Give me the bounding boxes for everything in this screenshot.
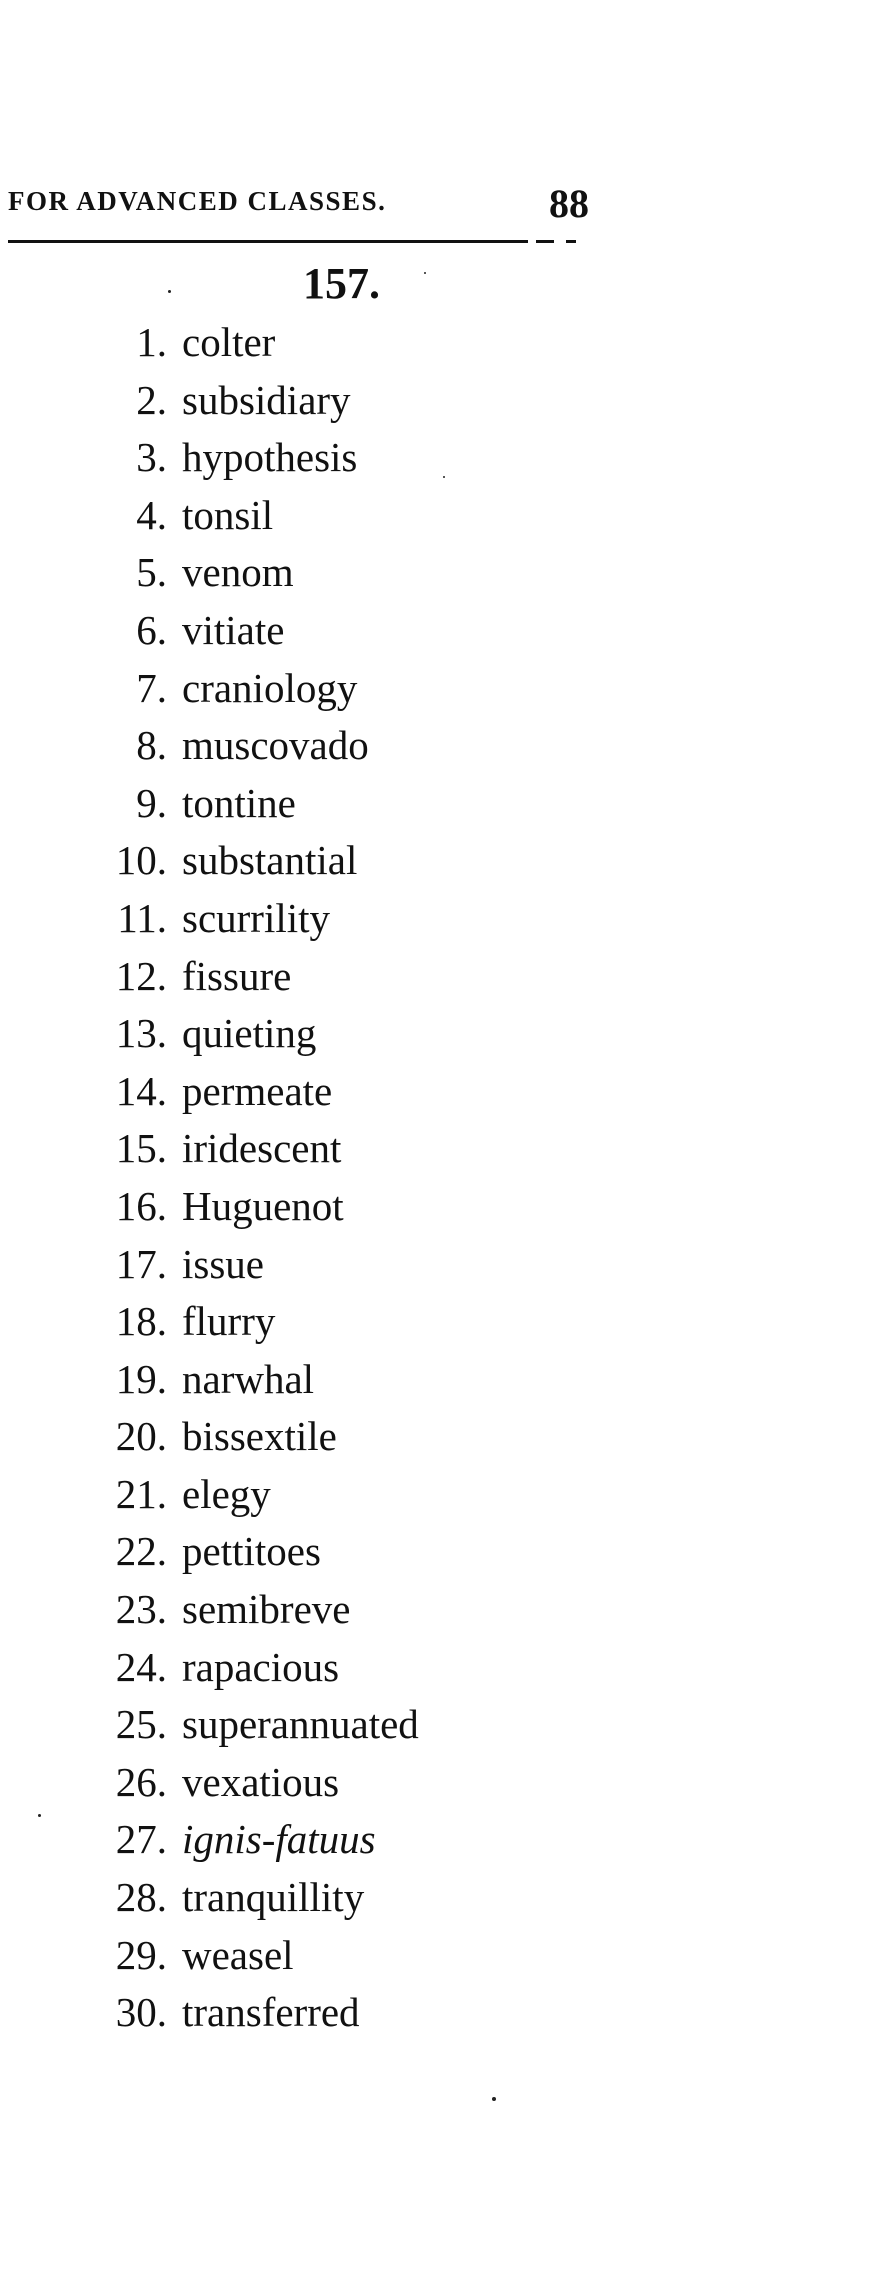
item-number: 6. (136, 606, 167, 653)
item-word: tontine (182, 779, 296, 826)
item-number: 24. (115, 1643, 167, 1690)
running-head (8, 180, 598, 240)
item-word: semibreve (182, 1586, 351, 1633)
item-number: 11. (117, 894, 167, 941)
print-speck (443, 476, 445, 478)
item-number: 9. (136, 779, 167, 826)
item-number: 10. (115, 837, 167, 884)
word-list-item (0, 1927, 600, 1985)
word-list-item (0, 544, 600, 602)
item-number: 29. (115, 1931, 167, 1978)
page-number: 88 (549, 181, 589, 226)
item-word: iridescent (182, 1125, 342, 1172)
word-list-item (0, 890, 600, 948)
item-number: 20. (115, 1413, 167, 1460)
section-number: 157. (303, 259, 380, 308)
item-word: tranquillity (182, 1874, 365, 1921)
item-word: scurrility (182, 894, 331, 941)
item-word: bissextile (182, 1413, 337, 1460)
item-word: hypothesis (182, 434, 358, 481)
item-word: vitiate (182, 606, 285, 653)
word-list-item (0, 1523, 600, 1581)
item-number: 25. (115, 1701, 167, 1748)
item-number: 8. (136, 722, 167, 769)
item-number: 23. (115, 1586, 167, 1633)
item-word: weasel (182, 1931, 294, 1978)
item-word: rapacious (182, 1643, 340, 1690)
item-word: muscovado (182, 722, 369, 769)
item-number: 5. (136, 549, 167, 596)
word-list-item (0, 1754, 600, 1812)
item-word: vexatious (182, 1758, 340, 1805)
print-speck (168, 290, 171, 293)
item-word: superannuated (182, 1701, 419, 1748)
header-rule-dash (566, 240, 576, 243)
word-list-item (0, 314, 600, 372)
item-number: 18. (115, 1298, 167, 1345)
word-list-item (0, 1120, 600, 1178)
word-list-item (0, 602, 600, 660)
word-list-item (0, 1236, 600, 1294)
item-word: flurry (182, 1298, 276, 1345)
item-word: quieting (182, 1010, 317, 1057)
word-list-item (0, 1178, 600, 1236)
word-list-item (0, 1869, 600, 1927)
item-number: 26. (115, 1758, 167, 1805)
item-number: 13. (115, 1010, 167, 1057)
item-word: substantial (182, 837, 358, 884)
word-list-item (0, 1811, 600, 1869)
item-word: elegy (182, 1470, 271, 1517)
item-number: 28. (115, 1874, 167, 1921)
word-list-item (0, 1984, 600, 2042)
item-word: venom (182, 549, 294, 596)
item-number: 1. (136, 319, 167, 365)
word-list-item (0, 660, 600, 718)
item-number: 30. (115, 1989, 167, 2036)
word-list (0, 314, 600, 2042)
item-number: 15. (115, 1125, 167, 1172)
running-title: FOR ADVANCED CLASSES. (8, 186, 387, 216)
item-word: colter (182, 319, 276, 365)
item-number: 22. (115, 1528, 167, 1575)
item-word: fissure (182, 952, 292, 999)
word-list-item (0, 487, 600, 545)
word-list-item (0, 1351, 600, 1409)
word-list-item (0, 1466, 600, 1524)
item-number: 19. (115, 1355, 167, 1402)
word-list-item (0, 1005, 600, 1063)
word-list-item (0, 372, 600, 430)
print-speck (492, 2097, 496, 2101)
item-word: tonsil (182, 491, 274, 538)
word-list-item (0, 1293, 600, 1351)
item-number: 16. (115, 1182, 167, 1229)
item-number: 17. (115, 1240, 167, 1287)
item-number: 21. (115, 1470, 167, 1517)
item-word: issue (182, 1240, 264, 1287)
word-list-item (0, 1063, 600, 1121)
item-word: permeate (182, 1067, 333, 1114)
item-word: transferred (182, 1989, 360, 2036)
item-number: 2. (136, 376, 167, 423)
word-list-item (0, 717, 600, 775)
word-list-item (0, 1696, 600, 1754)
item-word: Huguenot (182, 1182, 344, 1229)
item-number: 14. (115, 1067, 167, 1114)
item-word: craniology (182, 664, 358, 711)
item-number: 4. (136, 491, 167, 538)
word-list-item (0, 1408, 600, 1466)
header-rule (8, 240, 528, 243)
print-speck (424, 272, 426, 274)
item-word: ignis-fatuus (182, 1816, 376, 1863)
item-number: 12. (115, 952, 167, 999)
word-list-item (0, 1639, 600, 1697)
item-number: 3. (136, 434, 167, 481)
word-list-item (0, 1581, 600, 1639)
word-list-item (0, 832, 600, 890)
word-list-item (0, 775, 600, 833)
item-word: pettitoes (182, 1528, 321, 1575)
print-speck (38, 1814, 41, 1817)
item-word: narwhal (182, 1355, 315, 1402)
item-number: 7. (136, 664, 167, 711)
item-number: 27. (115, 1816, 167, 1863)
item-word: subsidiary (182, 376, 351, 423)
header-rule-dash (536, 240, 554, 243)
word-list-item (0, 429, 600, 487)
word-list-item (0, 948, 600, 1006)
